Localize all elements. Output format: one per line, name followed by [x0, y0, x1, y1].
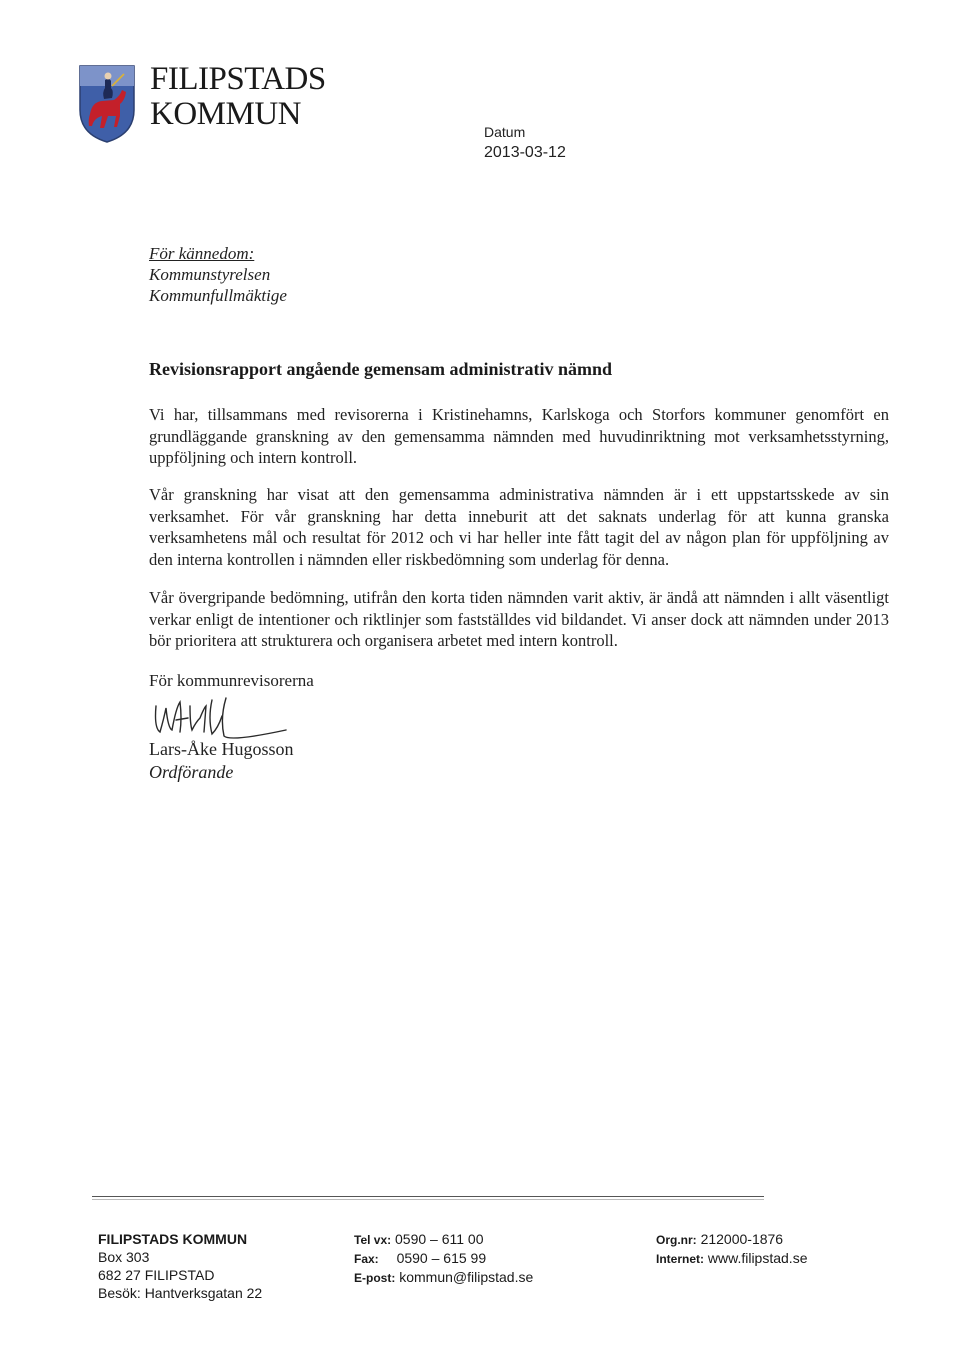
footer-fax-value: 0590 – 615 99 — [396, 1250, 487, 1266]
closing-line: För kommunrevisorerna — [149, 671, 314, 690]
body-paragraph: Vår övergripande bedömning, utifrån den korta tiden nämnden varit aktiv, är ändå att nämnden i allt väsentligt verkar enligt de intentioner och riktlinjer som fastställdes vid bildandet. Vi anser dock att nämnden under 2013 bör prioritera att strukturera och organisera arbetet med intern kontroll. — [149, 588, 889, 650]
signer-name: Lars-Åke Hugosson — [149, 739, 294, 759]
footer-postal: 682 27 FILIPSTAD — [98, 1267, 215, 1283]
recipients-heading: För kännedom: — [149, 244, 255, 263]
footer-email — [354, 1268, 533, 1287]
footer-internet-label: Internet: — [656, 1252, 704, 1266]
report-title: Revisionsrapport angående gemensam administrativ nämnd — [149, 359, 613, 379]
signer-role: Ordförande — [149, 762, 234, 782]
date-value: 2013-03-12 — [484, 144, 566, 161]
footer-tel-label: Tel vx: — [354, 1233, 392, 1247]
recipient-line: Kommunstyrelsen — [149, 265, 271, 284]
footer-tel — [354, 1230, 533, 1249]
date-label: Datum — [484, 124, 526, 140]
footer-fax — [354, 1249, 533, 1268]
organization-name-line2: KOMMUN — [150, 96, 302, 132]
footer-internet — [656, 1249, 807, 1268]
footer-fax-label: Fax: — [354, 1252, 379, 1266]
body-paragraph: Vi har, tillsammans med revisorerna i Kristinehamns, Karlskoga och Storfors kommuner genomfört en grundläggande granskning av den gemensamma nämnden med huvudinriktning mot verksamhetsstyrning, uppföljning och intern kontroll. — [149, 405, 889, 467]
body-paragraph: Vår granskning har visat att den gemensamma administrativa nämnden är i ett uppstartsskede av sin verksamhet. För vår granskning har detta inneburit att det saknats underlag för att kunna granska verksamhetens mål och resultat för 2012 och vi har heller inte fått tagit del av någon plan för uppföljning av den interna kontrollen i nämnden eller riskbedömning som underlag för denna. — [149, 485, 889, 569]
footer-visit: Besök: Hantverksgatan 22 — [98, 1285, 263, 1301]
footer-orgnr — [656, 1230, 807, 1249]
footer-address — [98, 1230, 262, 1302]
footer-divider — [92, 1196, 764, 1197]
footer-registration — [656, 1230, 807, 1268]
footer-box: Box 303 — [98, 1249, 150, 1265]
footer-org-name: FILIPSTADS KOMMUN — [98, 1231, 248, 1247]
footer-contact — [354, 1230, 533, 1287]
recipients-block — [149, 243, 287, 306]
organization-name-line1: FILIPSTADS — [150, 61, 326, 97]
footer-divider — [92, 1199, 764, 1200]
footer-orgnr-label: Org.nr: — [656, 1233, 697, 1247]
municipal-crest-logo — [78, 64, 136, 144]
organization-name — [150, 62, 326, 132]
footer-email-label: E-post: — [354, 1271, 396, 1285]
footer-email-value[interactable]: kommun@filipstad.se — [399, 1269, 534, 1285]
footer-internet-value[interactable]: www.filipstad.se — [707, 1250, 808, 1266]
footer-orgnr-value: 212000-1876 — [700, 1231, 784, 1247]
footer-tel-value: 0590 – 611 00 — [395, 1231, 484, 1247]
recipient-line: Kommunfullmäktige — [149, 286, 287, 305]
